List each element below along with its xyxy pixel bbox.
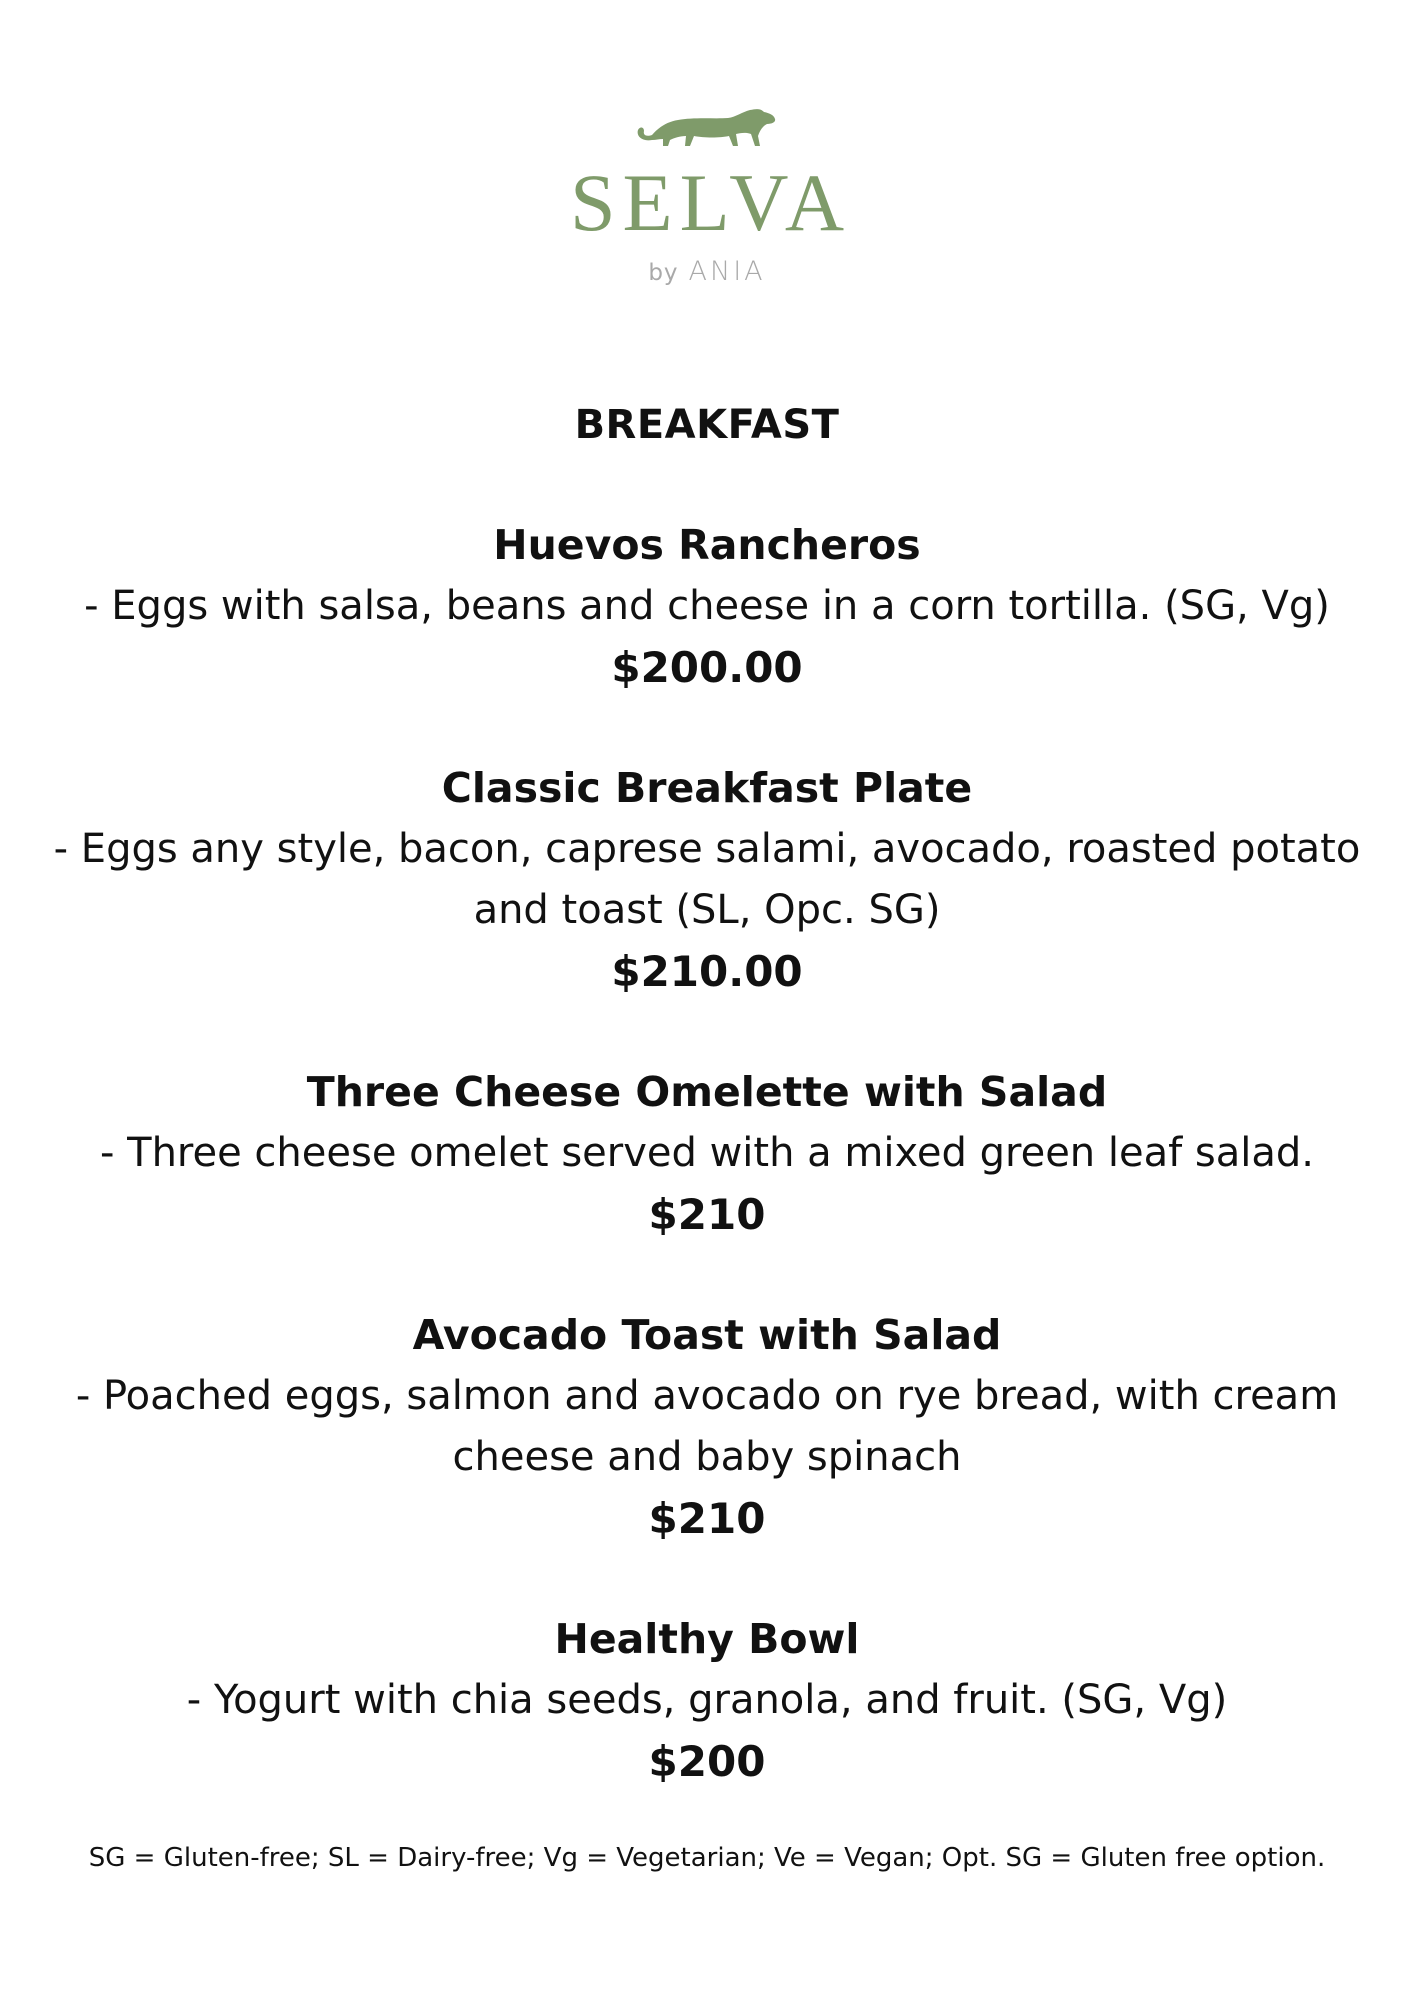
menu-item-price: $200 — [648, 1737, 766, 1786]
menu-item-description: - Eggs with salsa, beans and cheese in a corn tortilla. (SG, Vg) — [84, 583, 1330, 629]
brand-sub-name: ANIA — [688, 256, 766, 287]
menu-item-name: Avocado Toast with Salad — [412, 1311, 1002, 1359]
dietary-legend: SG = Gluten-free; SL = Dairy-free; Vg = Vegetarian; Ve = Vegan; Opt. SG = Gluten free option. — [88, 1843, 1326, 1873]
menu-content — [0, 395, 1414, 1852]
menu-item-description: - Yogurt with chia seeds, granola, and fruit. (SG, Vg) — [186, 1677, 1228, 1723]
menu-item-description: - Eggs any style, bacon, caprese salami, avocado, roasted potato and toast (SL, Opc. SG) — [53, 826, 1361, 933]
menu-item-price: $210 — [648, 1494, 766, 1543]
menu-item-price: $210.00 — [611, 947, 803, 996]
brand-logo — [0, 100, 1414, 287]
jaguar-icon — [632, 100, 782, 156]
menu-item-price: $200.00 — [611, 643, 803, 692]
menu-item — [0, 758, 1414, 1002]
brand-name: SELVA — [569, 157, 852, 248]
menu-item-name: Classic Breakfast Plate — [441, 764, 973, 812]
menu-item — [0, 1305, 1414, 1549]
menu-item-name: Healthy Bowl — [554, 1615, 860, 1663]
menu-item — [0, 515, 1414, 698]
menu-item — [0, 1609, 1414, 1792]
menu-item-description: - Three cheese omelet served with a mixed green leaf salad. — [99, 1130, 1314, 1176]
menu-item — [0, 1062, 1414, 1245]
brand-sub-by: by — [648, 260, 679, 286]
menu-item-name: Three Cheese Omelette with Salad — [306, 1068, 1108, 1116]
section-title: BREAKFAST — [574, 402, 840, 448]
menu-item-price: $210 — [648, 1190, 766, 1239]
brand-subtitle — [0, 256, 1414, 287]
menu-item-description: - Poached eggs, salmon and avocado on rye bread, with cream cheese and baby spinach — [75, 1373, 1339, 1480]
menu-item-name: Huevos Rancheros — [493, 521, 921, 569]
